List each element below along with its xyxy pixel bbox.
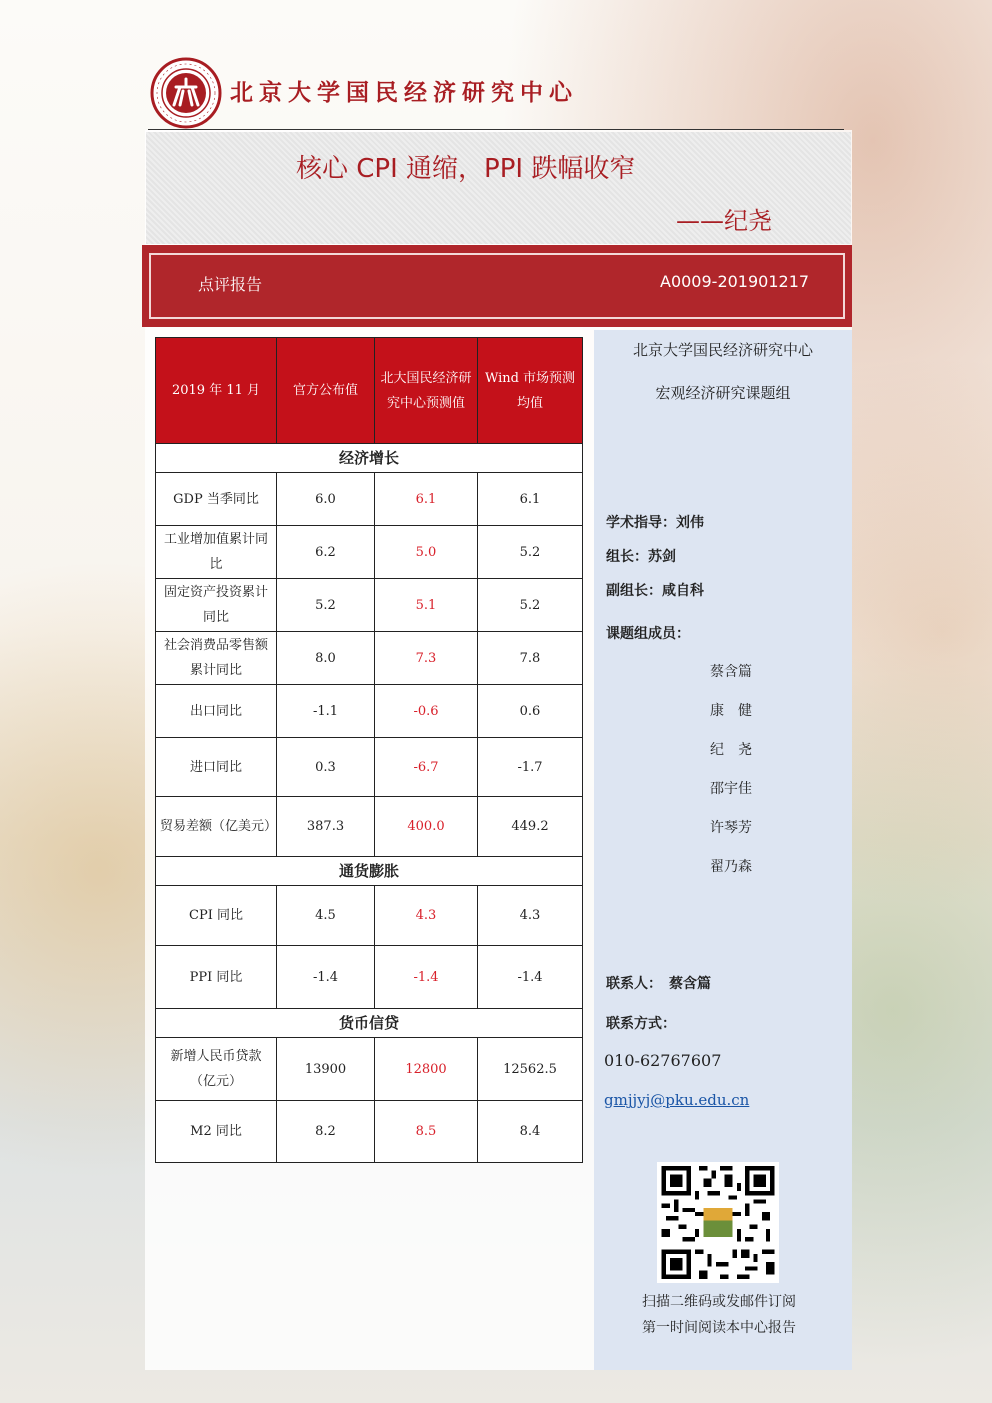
section-title: 经济增长 <box>156 444 583 473</box>
section-title: 通货膨胀 <box>156 857 583 886</box>
official-value: 0.3 <box>277 738 375 797</box>
official-value: 8.2 <box>277 1101 375 1163</box>
row-label: GDP 当季同比 <box>156 473 277 526</box>
table-row <box>156 632 583 685</box>
pku-value: 4.3 <box>375 886 478 946</box>
pku-value: 6.1 <box>375 473 478 526</box>
table-row <box>156 473 583 526</box>
group-leader: 组长：苏剑 <box>606 549 676 565</box>
section-row <box>156 857 583 886</box>
row-label: 进口同比 <box>156 738 277 797</box>
official-value: -1.4 <box>277 946 375 1009</box>
header-divider <box>148 129 844 130</box>
member-name: 康 健 <box>710 703 752 719</box>
row-label: 新增人民币贷款（亿元） <box>156 1038 277 1101</box>
section-title: 货币信贷 <box>156 1009 583 1038</box>
pku-value: -1.4 <box>375 946 478 1009</box>
table-row <box>156 579 583 632</box>
report-title: 核心 CPI 通缩，PPI 跌幅收窄 <box>296 154 636 184</box>
deputy-leader: 副组长：咸自科 <box>606 583 704 599</box>
pku-value: 7.3 <box>375 632 478 685</box>
qr-code-image <box>657 1162 779 1283</box>
report-type: 点评报告 <box>198 275 263 294</box>
wind-value: 12562.5 <box>478 1038 583 1101</box>
header-official: 官方公布值 <box>277 338 375 444</box>
official-value: 5.2 <box>277 579 375 632</box>
section-row <box>156 444 583 473</box>
pku-value: -0.6 <box>375 685 478 738</box>
table-row <box>156 946 583 1009</box>
qr-caption-subscribe: 扫描二维码或发邮件订阅 <box>642 1294 796 1310</box>
wind-value: 8.4 <box>478 1101 583 1163</box>
qr-caption-read: 第一时间阅读本中心报告 <box>642 1320 796 1336</box>
wind-value: 449.2 <box>478 797 583 857</box>
member-name: 许琴芳 <box>710 820 752 836</box>
row-label: PPI 同比 <box>156 946 277 1009</box>
row-label: CPI 同比 <box>156 886 277 946</box>
official-value: 13900 <box>277 1038 375 1101</box>
wind-value: -1.7 <box>478 738 583 797</box>
org-name: 北京大学国民经济研究中心 <box>230 79 578 106</box>
wind-value: 7.8 <box>478 632 583 685</box>
peking-university-logo <box>150 57 222 129</box>
contact-phone: 010-62767607 <box>604 1051 722 1070</box>
row-label: M2 同比 <box>156 1101 277 1163</box>
table-row <box>156 1101 583 1163</box>
wind-value: 0.6 <box>478 685 583 738</box>
report-author: ——纪尧 <box>676 207 772 235</box>
pku-value: 400.0 <box>375 797 478 857</box>
table-header-row <box>156 338 583 444</box>
pku-value: 8.5 <box>375 1101 478 1163</box>
official-value: 4.5 <box>277 886 375 946</box>
sidebar-group-name: 宏观经济研究课题组 <box>655 384 791 402</box>
table-row <box>156 526 583 579</box>
member-name: 蔡含篇 <box>710 664 752 680</box>
table-row <box>156 886 583 946</box>
header-pku-forecast: 北大国民经济研究中心预测值 <box>375 338 478 444</box>
member-name: 翟乃森 <box>710 859 752 875</box>
pku-value: 12800 <box>375 1038 478 1101</box>
member-name: 纪 尧 <box>710 742 752 758</box>
wind-value: 6.1 <box>478 473 583 526</box>
pku-value: 5.1 <box>375 579 478 632</box>
table-row <box>156 738 583 797</box>
wind-value: 5.2 <box>478 526 583 579</box>
members-label: 课题组成员： <box>606 626 690 642</box>
sidebar-org-name: 北京大学国民经济研究中心 <box>632 341 813 359</box>
table-row <box>156 797 583 857</box>
row-label: 社会消费品零售额累计同比 <box>156 632 277 685</box>
forecast-table <box>155 337 583 1163</box>
row-label: 贸易差额（亿美元） <box>156 797 277 857</box>
contact-method-label: 联系方式： <box>606 1016 676 1032</box>
wind-value: -1.4 <box>478 946 583 1009</box>
section-row <box>156 1009 583 1038</box>
table-row <box>156 1038 583 1101</box>
report-id: A0009-201901217 <box>660 272 810 291</box>
official-value: 6.0 <box>277 473 375 526</box>
header-period: 2019 年 11 月 <box>156 338 277 444</box>
academic-advisor: 学术指导：刘伟 <box>606 515 704 531</box>
header-wind-forecast: Wind 市场预测均值 <box>478 338 583 444</box>
row-label: 工业增加值累计同比 <box>156 526 277 579</box>
table-row <box>156 685 583 738</box>
official-value: 6.2 <box>277 526 375 579</box>
official-value: 8.0 <box>277 632 375 685</box>
contact-email-link[interactable]: gmjjyj@pku.edu.cn <box>604 1091 750 1109</box>
wind-value: 5.2 <box>478 579 583 632</box>
row-label: 固定资产投资累计同比 <box>156 579 277 632</box>
row-label: 出口同比 <box>156 685 277 738</box>
official-value: 387.3 <box>277 797 375 857</box>
pku-value: -6.7 <box>375 738 478 797</box>
member-name: 邵宇佳 <box>710 781 752 797</box>
official-value: -1.1 <box>277 685 375 738</box>
wind-value: 4.3 <box>478 886 583 946</box>
pku-value: 5.0 <box>375 526 478 579</box>
contact-person: 联系人： 蔡含篇 <box>606 976 711 992</box>
